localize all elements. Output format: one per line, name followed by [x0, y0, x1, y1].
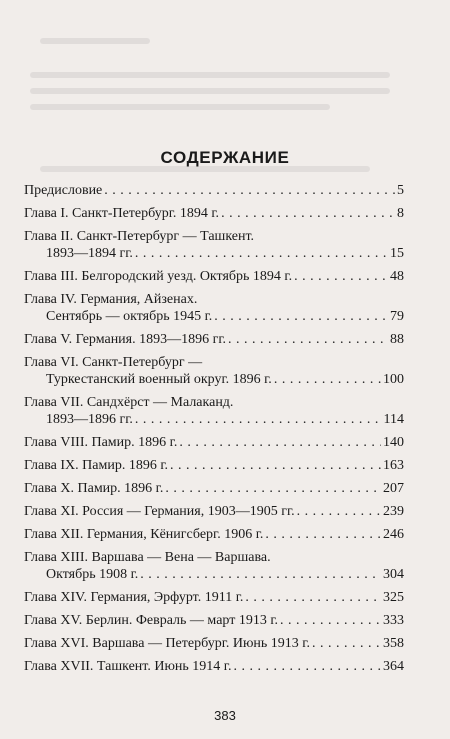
toc-entry-line-final: [24, 205, 404, 222]
toc-entry-page: 48: [390, 269, 404, 284]
toc-entry: [24, 589, 404, 606]
table-of-contents: [24, 182, 404, 681]
toc-entry-page: 246: [383, 527, 404, 542]
toc-entry-page: 79: [390, 309, 404, 324]
leader-dots: [140, 566, 381, 583]
leader-dots: [265, 526, 381, 543]
toc-entry-page: 207: [383, 481, 404, 496]
toc-entry: [24, 658, 404, 675]
leader-dots: [245, 589, 381, 606]
toc-entry-title: Глава XVII. Ташкент. Июнь 1914 г.: [24, 659, 232, 674]
toc-entry-line-final: [24, 331, 404, 348]
toc-entry-title: Глава IX. Памир. 1896 г.: [24, 458, 168, 473]
toc-entry-line: [24, 354, 404, 371]
toc-entry-page: 8: [397, 206, 404, 221]
leader-dots: [221, 205, 395, 222]
toc-entry-title: Сентябрь — октябрь 1945 г.: [46, 309, 213, 324]
toc-entry: [24, 434, 404, 451]
toc-entry-page: 239: [383, 504, 404, 519]
toc-entry-title: Глава XII. Германия, Кёнигсберг. 1906 г.: [24, 527, 264, 542]
toc-entry: [24, 635, 404, 652]
toc-entry-line-final: [24, 612, 404, 629]
toc-entry-line: [24, 394, 404, 411]
leader-dots: [294, 268, 388, 285]
toc-entry-line-final: [24, 589, 404, 606]
leader-dots: [165, 480, 381, 497]
leader-dots: [312, 635, 381, 652]
toc-entry-line-final: [24, 658, 404, 675]
toc-entry-line-final: [24, 371, 404, 388]
toc-entry-page: 364: [383, 659, 404, 674]
toc-entry: [24, 228, 404, 262]
toc-entry-title: Глава VII. Сандхёрст — Малаканд.: [24, 395, 234, 410]
page-number: 383: [214, 708, 236, 723]
toc-entry-page: 15: [390, 246, 404, 261]
toc-entry: [24, 549, 404, 583]
toc-entry: [24, 526, 404, 543]
toc-entry-line-final: [24, 480, 404, 497]
toc-entry: [24, 354, 404, 388]
toc-entry-title: Глава XIV. Германия, Эрфурт. 1911 г.: [24, 590, 244, 605]
toc-entry-page: 5: [397, 183, 404, 198]
toc-entry: [24, 291, 404, 325]
toc-entry-title: Предисловие: [24, 183, 103, 198]
toc-entry-title: Октябрь 1908 г.: [46, 567, 139, 582]
toc-entry-page: 358: [383, 636, 404, 651]
toc-entry-title: Глава VI. Санкт-Петербург —: [24, 355, 203, 370]
leader-dots: [179, 434, 381, 451]
toc-entry-title: Глава XVI. Варшава — Петербург. Июнь 1913 г.: [24, 636, 310, 651]
toc-entry-page: 325: [383, 590, 404, 605]
toc-entry: [24, 182, 404, 199]
toc-entry-page: 114: [383, 412, 404, 427]
toc-entry-title: Глава II. Санкт-Петербург — Ташкент.: [24, 229, 255, 244]
toc-entry-line-final: [24, 268, 404, 285]
toc-entry-line-final: [24, 434, 404, 451]
page-title: СОДЕРЖАНИЕ: [160, 148, 290, 167]
toc-entry-title: Глава X. Памир. 1896 г.: [24, 481, 164, 496]
toc-entry: [24, 268, 404, 285]
toc-entry-line-final: [24, 182, 404, 199]
leader-dots: [280, 612, 381, 629]
toc-entry-line-final: [24, 411, 404, 428]
toc-entry-title: Глава III. Белгородский уезд. Октябрь 1894 г.: [24, 269, 293, 284]
toc-entry-page: 163: [383, 458, 404, 473]
toc-entry-line-final: [24, 457, 404, 474]
toc-entry-line-final: [24, 526, 404, 543]
toc-entry: [24, 480, 404, 497]
toc-entry-title: Глава VIII. Памир. 1896 г.: [24, 435, 178, 450]
toc-entry-line-final: [24, 308, 404, 325]
toc-entry: [24, 331, 404, 348]
leader-dots: [214, 308, 388, 325]
toc-entry-page: 333: [383, 613, 404, 628]
toc-entry-line: [24, 549, 404, 566]
toc-entry-title: Глава IV. Германия, Айзенах.: [24, 292, 198, 307]
toc-entry-title: Глава XIII. Варшава — Вена — Варшава.: [24, 550, 271, 565]
toc-entry-line-final: [24, 503, 404, 520]
leader-dots: [297, 503, 381, 520]
toc-entry-page: 100: [383, 372, 404, 387]
toc-entry-title: 1893—1894 гг.: [46, 246, 133, 261]
toc-entry: [24, 205, 404, 222]
leader-dots: [135, 245, 388, 262]
toc-entry-line-final: [24, 635, 404, 652]
toc-entry: [24, 612, 404, 629]
toc-entry-title: Глава I. Санкт-Петербург. 1894 г.: [24, 206, 220, 221]
toc-entry-page: 140: [383, 435, 404, 450]
toc-entry-page: 304: [383, 567, 404, 582]
toc-entry-line: [24, 291, 404, 308]
toc-entry-title: Глава XI. Россия — Германия, 1903—1905 гг.: [24, 504, 295, 519]
toc-entry-title: Глава XV. Берлин. Февраль — март 1913 г.: [24, 613, 279, 628]
toc-entry-title: Глава V. Германия. 1893—1896 гг.: [24, 332, 227, 347]
toc-entry-title: 1893—1896 гг.: [46, 412, 133, 427]
toc-entry-line-final: [24, 245, 404, 262]
leader-dots: [233, 658, 381, 675]
leader-dots: [274, 371, 381, 388]
toc-entry-title: Туркестанский военный округ. 1896 г.: [46, 372, 272, 387]
leader-dots: [135, 411, 382, 428]
toc-entry: [24, 503, 404, 520]
leader-dots: [170, 457, 381, 474]
leader-dots: [104, 182, 395, 199]
toc-entry-page: 88: [390, 332, 404, 347]
leader-dots: [228, 331, 388, 348]
toc-entry-line: [24, 228, 404, 245]
toc-entry: [24, 394, 404, 428]
toc-entry-line-final: [24, 566, 404, 583]
toc-entry: [24, 457, 404, 474]
